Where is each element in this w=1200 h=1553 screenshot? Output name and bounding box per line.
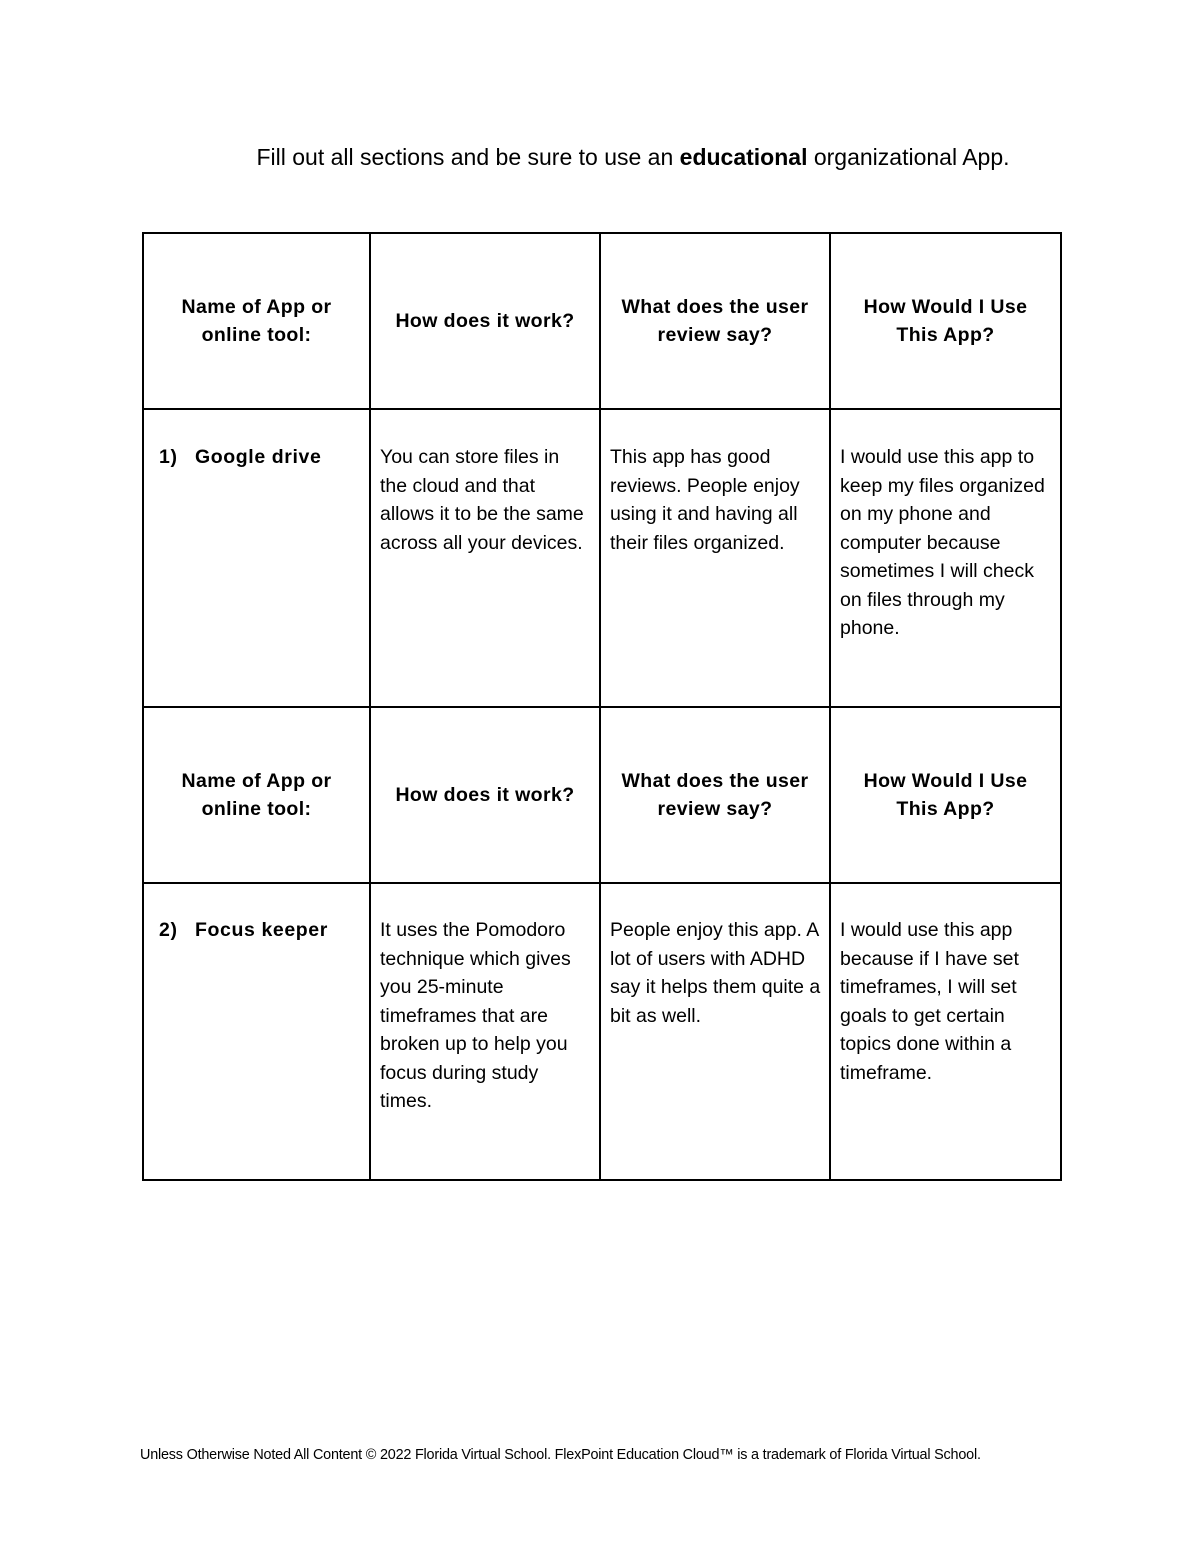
instruction-heading	[0, 142, 1200, 172]
header-cell	[600, 707, 830, 883]
copyright-footer: Unless Otherwise Noted All Content © 2022 Florida Virtual School. FlexPoint Education Cloud™ is a trademark of Florida Virtual School.	[140, 1447, 981, 1463]
header-cell	[143, 707, 370, 883]
instruction-text-before: Fill out all sections and be sure to use an	[256, 144, 680, 170]
table-header-row	[143, 233, 1061, 409]
header-cell	[830, 233, 1061, 409]
instruction-text-after: organizational App.	[807, 144, 1010, 170]
how-i-use-cell: I would use this app to keep my files organized on my phone and computer because sometimes I will check on files through my phone.	[830, 409, 1061, 707]
header-how-it-works: How does it work?	[395, 783, 575, 806]
how-it-works-cell: You can store files in the cloud and that allows it to be the same across all your devices.	[370, 409, 600, 707]
app-name-cell	[143, 883, 370, 1180]
header-how-it-works: How does it work?	[395, 309, 575, 332]
header-cell	[143, 233, 370, 409]
user-review-cell: This app has good reviews. People enjoy using it and having all their files organized.	[600, 409, 830, 707]
header-cell	[830, 707, 1061, 883]
header-app-name: Name of App or online tool:	[181, 769, 332, 820]
instruction-emphasis: educational	[679, 144, 808, 170]
how-it-works-cell: It uses the Pomodoro technique which gives you 25-minute timeframes that are broken up to help you focus during study times.	[370, 883, 600, 1180]
app-name-cell	[143, 409, 370, 707]
user-review-cell: People enjoy this app. A lot of users with ADHD say it helps them quite a bit as well.	[600, 883, 830, 1180]
app-name: Google drive	[195, 446, 322, 468]
app-review-table	[142, 232, 1062, 1181]
table-row	[143, 883, 1061, 1180]
how-i-use-cell: I would use this app because if I have set timeframes, I will set goals to get certain topics done within a timeframe.	[830, 883, 1061, 1180]
header-user-review: What does the user review say?	[621, 295, 809, 346]
header-app-name: Name of App or online tool:	[181, 295, 332, 346]
header-how-i-use: How Would I Use This App?	[863, 295, 1028, 346]
header-how-i-use: How Would I Use This App?	[863, 769, 1028, 820]
row-number: 1)	[159, 446, 178, 468]
app-name: Focus keeper	[195, 919, 328, 941]
header-cell	[600, 233, 830, 409]
header-user-review: What does the user review say?	[621, 769, 809, 820]
header-cell	[370, 707, 600, 883]
header-cell	[370, 233, 600, 409]
table-header-row	[143, 707, 1061, 883]
table-row	[143, 409, 1061, 707]
row-number: 2)	[159, 919, 178, 941]
